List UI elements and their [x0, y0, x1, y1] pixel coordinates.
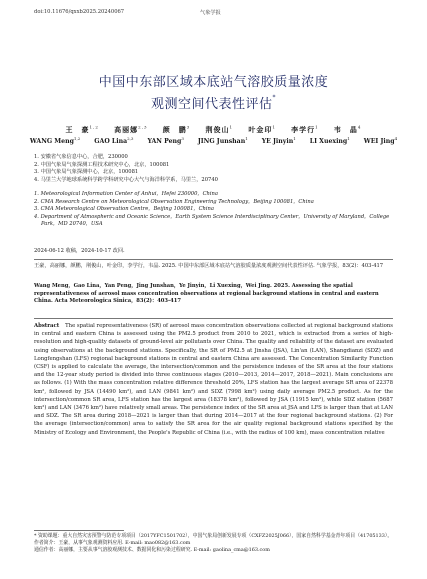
author-cn: 荆俊山$^1$ — [205, 125, 234, 135]
affiliation-en: 4. Department of Atmospheric and Oceanic Science，Earth System Science Interdisciplinary Center，University of Maryland，College Park，MD 20740，USA — [34, 213, 390, 228]
author-en: WEI Jing$^4$ — [363, 136, 398, 146]
author-cn: 叶金印$^1$ — [248, 125, 276, 135]
running-header — [34, 9, 393, 19]
affiliation-cn: 3. 中国气象局气象探测中心，北京，100081 — [34, 169, 139, 176]
paper-title-line-2: 观测空间代表性评估* — [150, 94, 276, 112]
abstract-text: The spatial representativeness (SR) of aerosol mass concentration observations collected at regional background stations in central and eastern China is assessed using the PM2.5 product from 2010 to 2021, which is extracted from a series of high-resolution and high-quality datasets of ground-level air pollutants over China. The quality and reliability of the dataset are evaluated using observations at the background stations. Specifically, the SR of PM2.5 at Jinsha (JSA), Lin'an (LAN), Shangdianzi (SDZ) and Longfengshan (LFS) regional background stations in central and eastern China are assessed. The Concentration Similarity Function (CSF) is applied to calculate the average, the intersection/common and the persistence indexes of the SR area at the four stations and the 12-year study period is divided into three continuous stages (2010—2013, 2014—2017, 2018—2021). Main conclusions are as follows. (1) With the mass concentration relative difference threshold 20%, LFS station has the largest average SR area of 22378 km², followed by JSA (14490 km²), and LAN (9841 km²) and SDZ (7998 km²) using daily average PM2.5 product. As for the intersection/common SR area, LFS station has the largest area (18378 km²), followed by JSA (11915 km²), while SDZ station (5687 km²) and LAN (3476 km²) have relatively small areas. The persistence index of the SR area at JSA and LFS is larger than that at LAN and SDZ. The SR area during 2018—2021 is larger than that during 2014—2017 at the four regional background stations. (2) For the average (intersection/common) area to satisfy the SR area for the air quality regional background stations specified by the Ministry of Ecology and Environment, the People's Republic of China (i.e., with the radius of 100 km), mass concentration relative — [34, 323, 393, 436]
paper-title-line-1: 中国中东部区域本底站气溶胶质量浓度 — [98, 75, 329, 90]
affiliation-en: 2. CMA Research Centre on Meteorological Observation Engineering Technology，Beijing 100081，China — [34, 198, 314, 205]
footnote — [34, 533, 393, 555]
corresponding-author: 通信作者：高丽娜，主要从事气溶胶观测技术、数据同化和污染过程研究. E-mail: gaolina_cma@163.com — [34, 547, 270, 554]
author-bio: 作者简介：王豪，从事气象观测资料应用. E-mail: mao082@163.com — [34, 540, 191, 547]
author-cn: 高丽娜$^{2,3}$ — [114, 125, 148, 135]
affiliation-cn: 1. 安徽省气象信息中心，合肥，230000 — [34, 154, 128, 160]
author-en: LI Xuexing$^1$ — [309, 136, 350, 146]
author-cn: 颜 鹏$^3$ — [162, 125, 191, 135]
author-en: GAO Lina$^{2,3}$ — [94, 136, 134, 146]
affiliation-cn: 4. 马里兰大学地球系统科学跨学科研究中心大气与海洋科学系，马里兰，20740 — [34, 176, 218, 183]
journal-name: 气象学报 — [200, 10, 221, 16]
author-en: JING Junshan$^1$ — [197, 136, 248, 146]
doi-text: doi:10.11676/qxxb2025.20240067 — [34, 9, 125, 15]
author-cn: 王 豪$^{1,2}$ — [65, 125, 99, 135]
affiliation-en: 3. CMA Meteorological Observation Centre，Beijing 100081，China — [34, 206, 214, 213]
funding-note: * 资助课题：重大自然灾害预警与防范专项项目（2017YFC1501702），中国气象局创新发展专项（CXFZ2025J066），国家自然科学基金青年项目（41705133）。 — [34, 533, 393, 539]
title-footnote-mark: * — [272, 94, 276, 101]
divider — [34, 318, 393, 319]
affiliation-en: 1. Meteorological Information Center of Anhui，Hefei 230000，China — [34, 191, 218, 197]
abstract — [34, 322, 393, 437]
author-en: YAN Peng$^3$ — [147, 136, 184, 146]
author-en: WANG Meng$^{1,2}$ — [29, 136, 81, 146]
received-revised-dates: 2024-06-12 收稿，2024-10-17 改回. — [34, 248, 125, 254]
citation-english: Wang Meng，Gao Lina，Yan Peng，Jing Junshan，Ye Jinyin，Li Xuexing，Wei Jing. 2025. Assessing the spatial representativeness of aerosol mass concentration observations at regional background stations in central and eastern China. Acta Meteorologica Sinica，83(2)：403-417 — [34, 283, 379, 305]
affiliations-english — [34, 191, 393, 229]
authors-chinese — [0, 125, 427, 135]
footnote-divider — [34, 530, 124, 531]
abstract-label: Abstract — [34, 323, 60, 329]
affiliation-cn: 2. 中国气象局气象探测工程技术研究中心，北京，100081 — [34, 161, 170, 168]
divider — [34, 259, 393, 260]
author-cn: 韦 晶$^4$ — [333, 125, 362, 135]
author-cn: 李学行$^1$ — [291, 125, 319, 135]
affiliations-chinese — [34, 154, 393, 184]
citation-chinese: 王豪，高丽娜，颜鹏，荆俊山，叶金印，李学行，韦晶. 2025. 中国中东部区域本底站气溶胶质量浓度观测空间代表性评估. 气象学报，83(2)：403-417 — [34, 263, 384, 269]
authors-english — [0, 136, 427, 145]
author-en: YE Jinyin$^1$ — [261, 136, 296, 146]
